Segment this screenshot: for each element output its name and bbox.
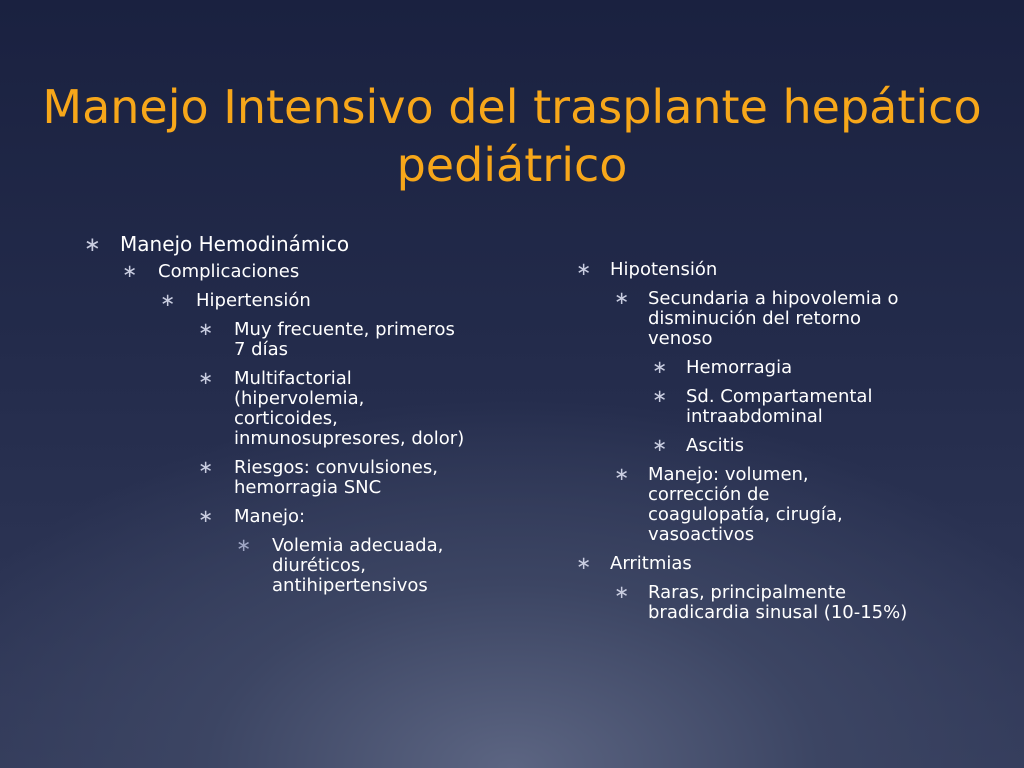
right-column [576, 260, 986, 632]
list-item [84, 291, 504, 311]
asterisk-bullet-icon: ∗ [198, 368, 214, 389]
list-item-text: Volemia adecuada, diuréticos, antihipertensivos [272, 535, 444, 596]
list-item [84, 507, 504, 527]
list-item [84, 320, 504, 360]
asterisk-bullet-icon: ∗ [614, 582, 630, 603]
asterisk-bullet-icon: ∗ [122, 261, 138, 282]
asterisk-bullet-icon: ∗ [84, 232, 101, 256]
list-item-text: Arritmias [610, 553, 692, 574]
list-item-text: Complicaciones [158, 261, 300, 282]
list-item [576, 583, 986, 623]
asterisk-bullet-icon: ∗ [614, 464, 630, 485]
list-item-text: Secundaria a hipovolemia o disminución del retorno venoso [648, 288, 899, 349]
list-item-text: Muy frecuente, primeros 7 días [234, 319, 455, 360]
list-item-text: Multifactorial (hipervolemia, corticoides, inmunosupresores, dolor) [234, 368, 465, 449]
list-item-text: Manejo: volumen, corrección de coagulopatía, cirugía, vasoactivos [648, 464, 843, 545]
list-item [576, 387, 986, 427]
asterisk-bullet-icon: ∗ [198, 457, 214, 478]
list-item-text: Hipotensión [610, 259, 718, 280]
asterisk-bullet-icon: ∗ [160, 290, 176, 311]
list-item [84, 458, 504, 498]
list-item [84, 369, 504, 449]
left-column [84, 232, 504, 605]
list-item [576, 465, 986, 545]
list-item [576, 289, 986, 349]
asterisk-bullet-icon: ∗ [236, 535, 252, 556]
asterisk-bullet-icon: ∗ [576, 553, 592, 574]
list-item-text: Hemorragia [686, 357, 793, 378]
list-item-text: Raras, principalmente bradicardia sinusal (10-15%) [648, 582, 908, 623]
list-item-text: Ascitis [686, 435, 745, 456]
list-item [84, 262, 504, 282]
list-item [576, 554, 986, 574]
list-item-text: Sd. Compartamental intraabdominal [686, 386, 873, 427]
list-item [84, 536, 504, 596]
asterisk-bullet-icon: ∗ [652, 435, 668, 456]
asterisk-bullet-icon: ∗ [614, 288, 630, 309]
asterisk-bullet-icon: ∗ [198, 506, 214, 527]
list-item-text: Hipertensión [196, 290, 311, 311]
asterisk-bullet-icon: ∗ [652, 357, 668, 378]
asterisk-bullet-icon: ∗ [652, 386, 668, 407]
list-item [576, 436, 986, 456]
list-item [576, 358, 986, 378]
asterisk-bullet-icon: ∗ [198, 319, 214, 340]
list-item-text: Manejo Hemodinámico [120, 232, 350, 256]
list-item [576, 260, 986, 280]
list-item-text: Riesgos: convulsiones, hemorragia SNC [234, 457, 438, 498]
list-item-text: Manejo: [234, 506, 306, 527]
asterisk-bullet-icon: ∗ [576, 259, 592, 280]
slide-title: Manejo Intensivo del trasplante hepático pediátrico [42, 80, 982, 192]
list-item [84, 232, 504, 256]
